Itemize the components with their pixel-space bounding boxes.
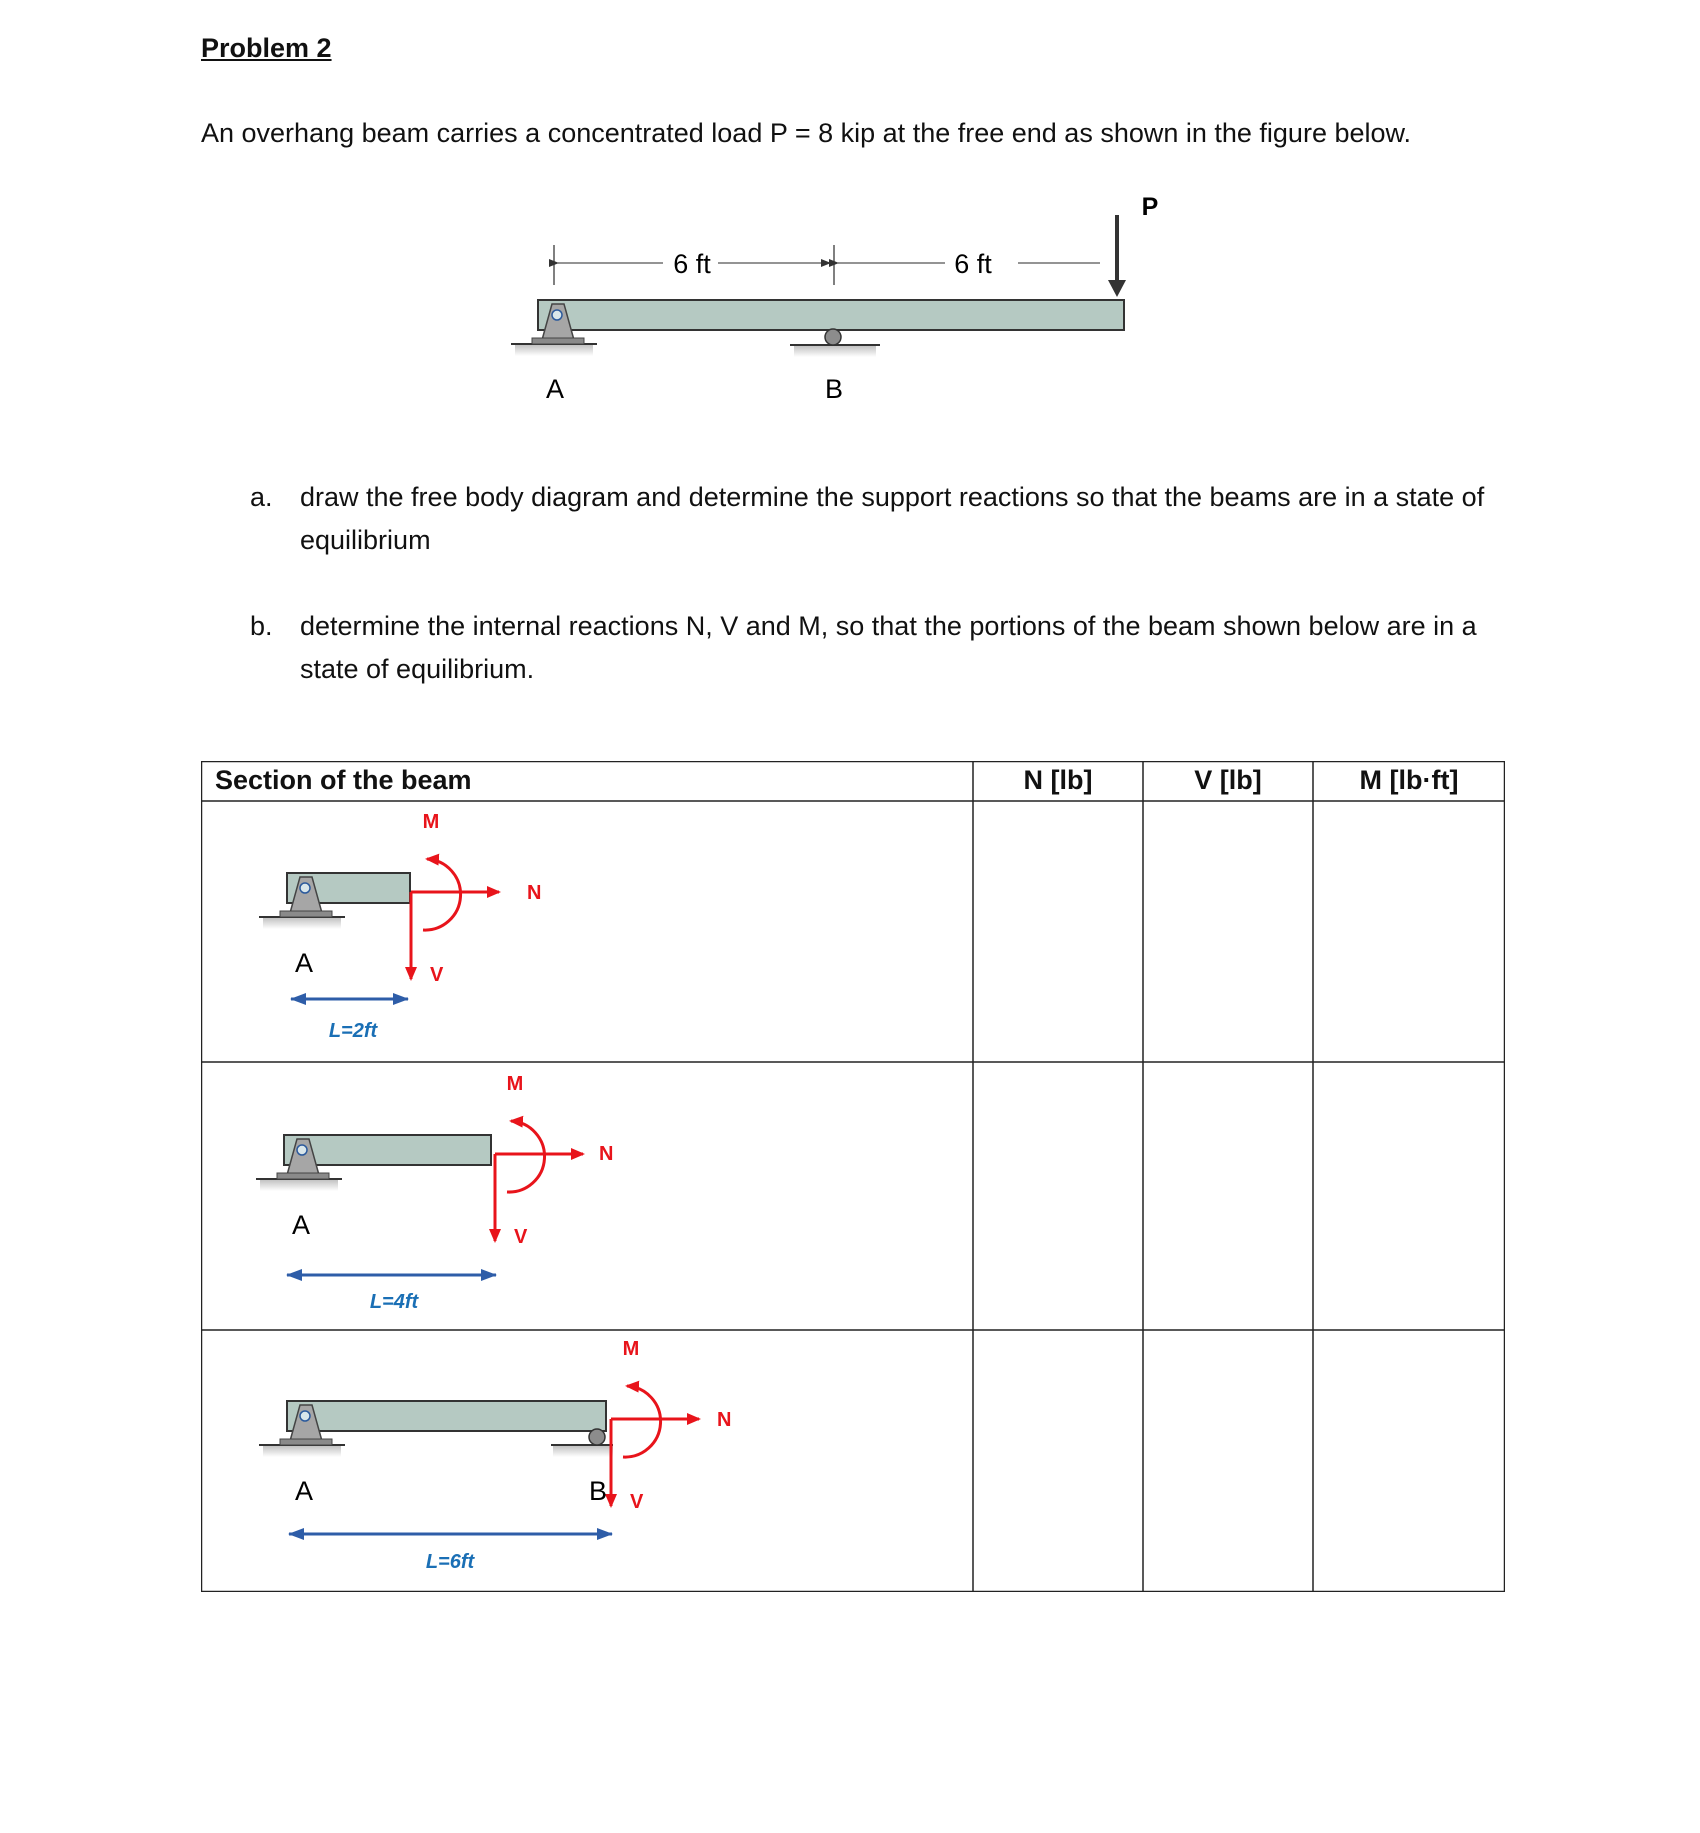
support-a-label: A [294,1476,314,1506]
moment-arc [423,859,461,930]
normal-label: N [599,1143,614,1165]
shear-label: V [514,1226,528,1248]
moment-arc [507,1121,545,1192]
shear-label: V [630,1491,644,1513]
length-label: L=2ft [328,1020,378,1042]
support-a-label: A [294,948,314,978]
support-a-label: A [291,1210,311,1240]
answer-cell-m-row3[interactable] [1313,1330,1505,1592]
answer-cell-n-row2[interactable] [973,1062,1143,1330]
answer-cell-v-row2[interactable] [1143,1062,1313,1330]
header-v: V [lb] [1194,765,1262,795]
header-section: Section of the beam [215,765,472,795]
normal-label: N [717,1409,732,1431]
roller-support-b [551,1429,613,1457]
question-a-label: a. [250,482,273,512]
dimension-label-right: 6 ft [954,249,992,279]
problem-intro: An overhang beam carries a concentrated load P = 8 kip at the free end as shown in the figure below. [201,118,1412,148]
support-b-label: B [588,1476,608,1506]
answer-cell-v-row1[interactable] [1143,801,1313,1062]
answer-cell-m-row1[interactable] [1313,801,1505,1062]
normal-label: N [527,882,542,904]
moment-label: M [622,1338,640,1360]
section-row1 [259,811,541,1042]
support-a-label: A [545,374,565,404]
main-beam [538,300,1124,330]
section-row2 [256,1073,613,1313]
load-p-label: P [1141,193,1159,221]
moment-label: M [422,811,440,833]
answer-table [201,761,1505,1592]
question-a-text: draw the free body diagram and determine the support reactions so that the beams are in a state of equilibrium [300,482,1485,555]
beam-segment-6ft [287,1401,606,1431]
answer-cell-n-row3[interactable] [973,1330,1143,1592]
problem-title: Problem 2 [201,33,332,63]
question-b-label: b. [250,611,273,641]
header-n: N [lb] [1023,765,1093,795]
roller-support-b [790,329,880,357]
length-label: L=4ft [369,1291,419,1313]
dimension-label-left: 6 ft [673,249,711,279]
answer-cell-n-row1[interactable] [973,801,1143,1062]
question-b-text: determine the internal reactions N, V and M, so that the portions of the beam shown below are in a state of equilibrium. [300,611,1477,684]
moment-label: M [506,1073,524,1095]
main-beam-figure [0,0,1700,440]
header-m: M [lb·ft] [1359,765,1459,795]
answer-cell-m-row2[interactable] [1313,1062,1505,1330]
length-label: L=6ft [425,1551,475,1573]
section-diagrams [201,761,973,1592]
answer-cell-v-row3[interactable] [1143,1330,1313,1592]
shear-label: V [430,964,444,986]
section-row3 [259,1338,731,1573]
support-b-label: B [824,374,844,404]
moment-arc [623,1386,661,1457]
